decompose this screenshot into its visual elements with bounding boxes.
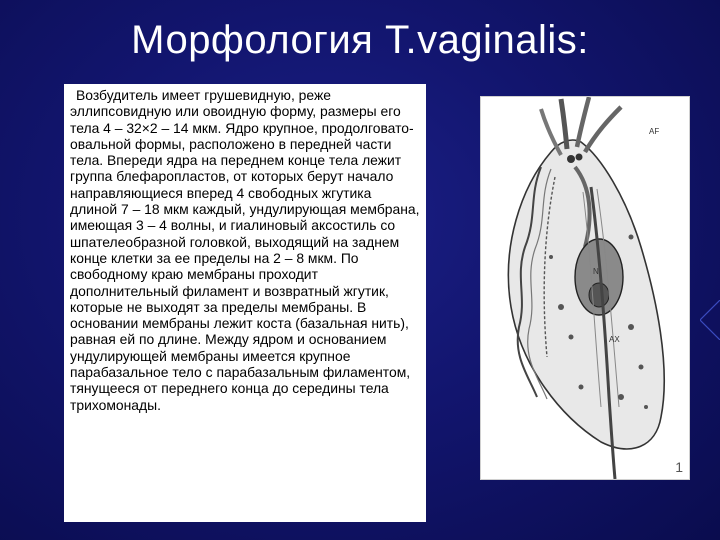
text-panel xyxy=(64,84,426,522)
trichomonas-illustration xyxy=(480,96,690,480)
label-ag: AF xyxy=(649,127,660,136)
body-text: Возбудитель имеет грушевидную, реже эллипсовидную или овоидную форму, размеры его тела 4 – 32×2 – 14 мкм. Ядро крупное, продолговато-овальной формы, расположено в передней части тела. Впереди ядра на переднем конце тела лежит группа блефаропластов, от которых берут начало направляющиеся вперед 4 свободных жгутика длиной 7 – 18 мкм каждый, ундулирующая мембрана, имеющая 3 – 4 волны, и гиалиновый аксостиль со шпателеобразной головкой, выходящий на заднем конце клетки за ее пределы на 2 – 8 мкм. По свободному краю мембраны проходит дополнительный филамент и возвратный жгутик, которые не выходят за пределы мембраны. В основании мембраны лежит коста (базальная нить), равная ей по длине. Между ядром и основанием ундулирующей мембраны имеется крупное парабазальное тело с парабазальным филаментом, тянущееся от переднего конца до середины тела трихомонады. xyxy=(70,87,420,413)
trichomonas-drawing xyxy=(481,97,689,479)
slide-title: Морфология T.vaginalis: xyxy=(131,18,589,62)
figure-number: 1 xyxy=(675,459,683,475)
label-n: N xyxy=(593,267,599,276)
corner-decoration xyxy=(700,300,720,340)
label-ax: AX xyxy=(609,335,620,344)
